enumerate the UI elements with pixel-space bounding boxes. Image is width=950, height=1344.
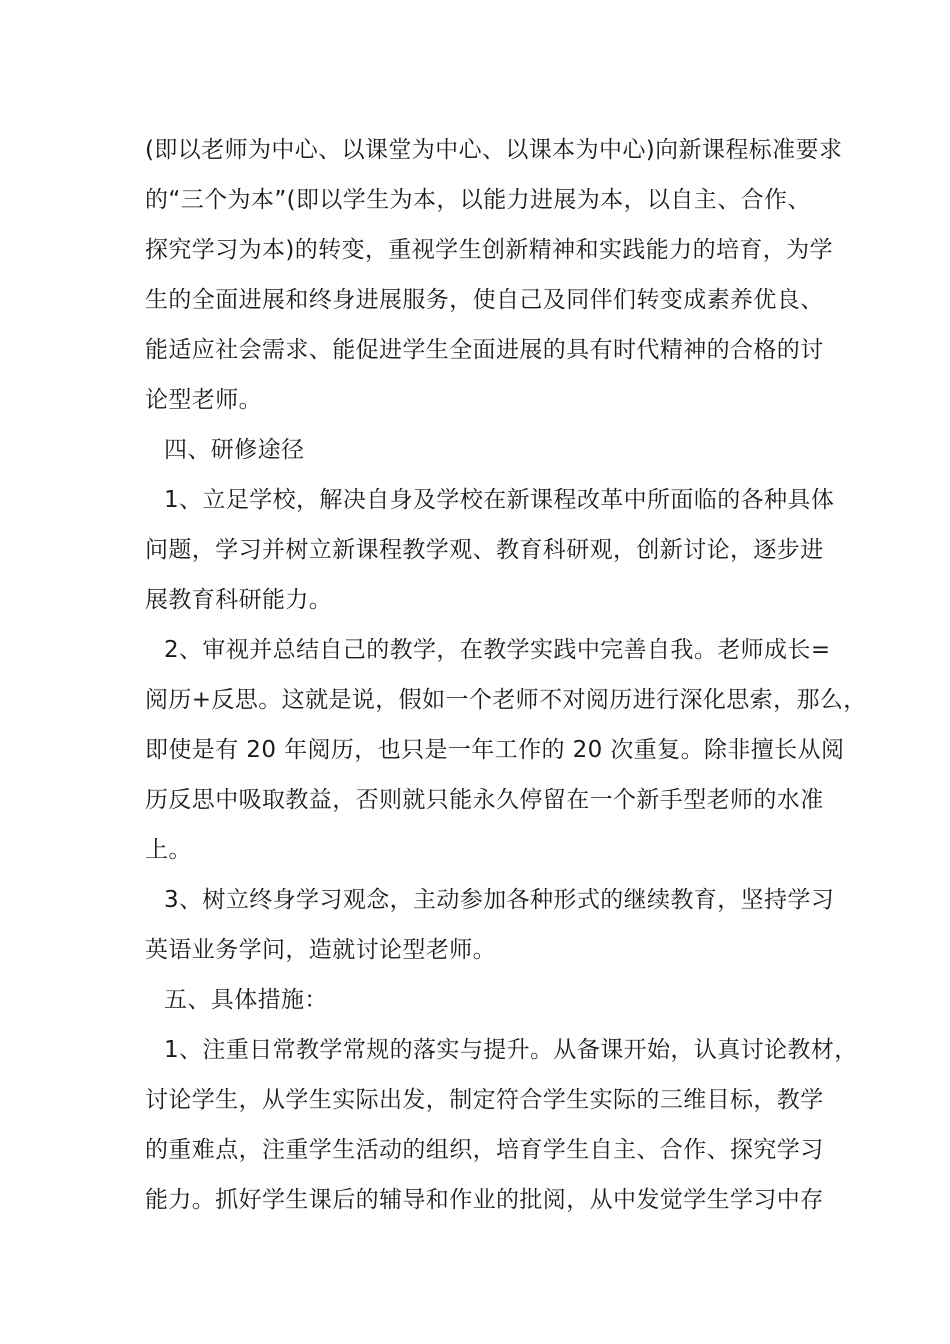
paragraph-line: 讨论学生，从学生实际出发，制定符合学生实际的三维目标，教学 xyxy=(145,1087,824,1113)
paragraph-line: 生的全面进展和终身进展服务，使自己及同伴们转变成素养优良、 xyxy=(145,287,824,313)
paragraph-line: 上。 xyxy=(145,837,192,863)
paragraph-line: 1、立足学校，解决自身及学校在新课程改革中所面临的各种具体 xyxy=(164,487,835,513)
paragraph-line: 能适应社会需求、能促进学生全面进展的具有时代精神的合格的讨 xyxy=(145,337,824,363)
paragraph-line: 1、注重日常教学常规的落实与提升。从备课开始，认真讨论教材， xyxy=(164,1037,858,1063)
paragraph-line: 能力。抓好学生课后的辅导和作业的批阅，从中发觉学生学习中存 xyxy=(145,1187,824,1213)
paragraph-line: 的“三个为本”(即以学生为本，以能力进展为本，以自主、合作、 xyxy=(145,187,811,213)
paragraph-line: 即使是有 20 年阅历，也只是一年工作的 20 次重复。除非擅长从阅 xyxy=(145,737,845,763)
paragraph-line: 探究学习为本)的转变，重视学生创新精神和实践能力的培育，为学 xyxy=(145,237,833,263)
paragraph-line: 的重难点，注重学生活动的组织，培育学生自主、合作、探究学习 xyxy=(145,1137,824,1163)
paragraph-line: 展教育科研能力。 xyxy=(145,587,333,613)
paragraph-line: 英语业务学问，造就讨论型老师。 xyxy=(145,937,496,963)
paragraph-line: 2、审视并总结自己的教学，在教学实践中完善自我。老师成长= xyxy=(164,637,831,663)
paragraph-line: 历反思中吸取教益，否则就只能永久停留在一个新手型老师的水准 xyxy=(145,787,824,813)
paragraph-line: (即以老师为中心、以课堂为中心、以课本为中心)向新课程标准要求 xyxy=(145,137,843,163)
paragraph-line: 阅历+反思。这就是说，假如一个老师不对阅历进行深化思索，那么， xyxy=(145,687,867,713)
paragraph-line: 问题，学习并树立新课程教学观、教育科研观，创新讨论，逐步进 xyxy=(145,537,824,563)
section-heading: 四、研修途径 xyxy=(164,437,305,463)
section-heading: 五、具体措施： xyxy=(164,987,328,1013)
paragraph-line: 论型老师。 xyxy=(145,387,262,413)
paragraph-line: 3、树立终身学习观念，主动参加各种形式的继续教育，坚持学习 xyxy=(164,887,835,913)
